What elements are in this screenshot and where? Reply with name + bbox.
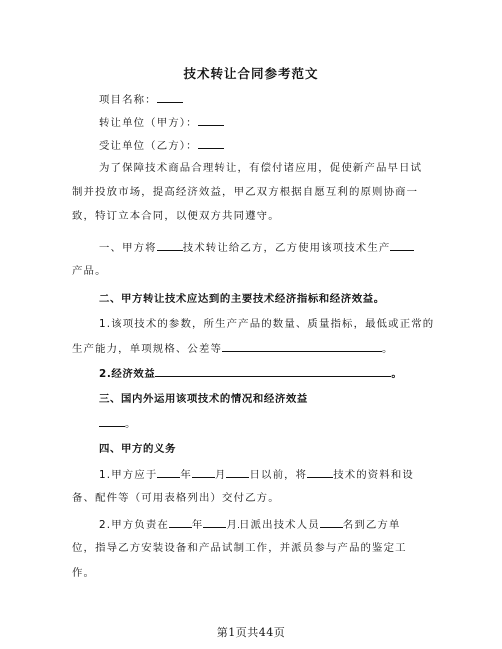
article-4-item-2-line-1 (99, 517, 401, 532)
product-blank (390, 240, 414, 251)
article-1-line-2: 产品。 (72, 265, 107, 277)
transferee-blank (198, 138, 224, 149)
day-blank (226, 467, 249, 478)
transferor-label: 转让单位（甲方）： (99, 117, 198, 129)
project-name-blank (157, 92, 183, 103)
specs-blank (222, 341, 382, 352)
month-blank (203, 517, 226, 528)
a4-i1-b: 年 (180, 469, 192, 481)
article-2-item-1-line-2 (72, 341, 394, 356)
technology-blank (307, 467, 333, 478)
article-1-line-1 (99, 240, 414, 255)
intro-line-3: 致，特订立本合同，以便双方共同遵守。 (72, 210, 280, 222)
article-3-end: 。 (125, 418, 137, 430)
article-2-item-1-end: 。 (382, 343, 394, 355)
article-2-item-2-end: 。 (391, 368, 403, 380)
article-3-heading: 三、国内外运用该项技术的情况和经济效益 (99, 393, 308, 405)
article-4-item-1-line-1 (99, 467, 414, 482)
article-4-item-1-line-2: 备、配件等（可用表格列出）交付乙方。 (72, 492, 280, 504)
article-2-item-2 (99, 366, 402, 381)
a4-i1-d: 日以前，将 (249, 469, 308, 481)
technology-blank (157, 240, 183, 251)
intro-line-1: 为了保障技术商品合理转让，有偿付诸应用，促使新产品早日试 (99, 162, 423, 174)
article-2-item-1-line-1: 1.该项技术的参数，所生产产品的数量、质量指标，最低或正常的 (99, 318, 435, 330)
article-4-heading: 四、甲方的义务 (99, 443, 176, 455)
transferor-field (99, 115, 224, 130)
article-1-mid: 技术转让给乙方，乙方使用该项技术生产 (182, 242, 391, 254)
month-blank (192, 467, 215, 478)
article-3-blank-line (99, 416, 137, 431)
article-3-blank (99, 416, 125, 427)
article-4-item-2-line-2: 位，指导乙方安装设备和产品试制工作，并派员参与产品的鉴定工 (72, 542, 407, 554)
page-number: 第1页共44页 (216, 626, 286, 639)
a4-i2-c: 月 (226, 519, 239, 531)
staff-count-blank (320, 517, 343, 528)
a4-i1-a: 1.甲方应于 (99, 469, 158, 481)
intro-line-2: 制并投放市场，提高经济效益，甲乙双方根据自愿互利的原则协商一 (72, 186, 419, 198)
year-blank (169, 517, 192, 528)
transferor-blank (198, 115, 224, 126)
benefit-blank (155, 366, 391, 377)
project-name-label: 项目名称： (99, 94, 157, 106)
article-1-prefix: 一、甲方将 (99, 242, 157, 254)
document-title: 技术转让合同参考范文 (183, 66, 319, 81)
a4-i2-b: 年 (191, 519, 204, 531)
year-blank (157, 467, 180, 478)
article-4-item-2-line-3: 作。 (72, 567, 96, 579)
a4-i1-c: 月 (214, 469, 227, 481)
transferee-label: 受让单位（乙方）： (99, 140, 198, 152)
a4-i1-e: 技术的资料和设 (333, 469, 414, 481)
article-2-item-2-text: 2.经济效益 (99, 368, 156, 380)
article-2-heading: 二、甲方转让技术应达到的主要技术经济指标和经济效益。 (99, 293, 385, 305)
transferee-field (99, 138, 224, 153)
project-name-field (99, 92, 183, 107)
a4-i2-e: 名到乙方单 (342, 519, 401, 531)
a4-i2-d: 日派出技术人员 (239, 519, 320, 531)
article-2-item-1-text: 生产能力，单项规格、公差等 (72, 343, 223, 355)
a4-i2-a: 2.甲方负责在 (99, 519, 169, 531)
